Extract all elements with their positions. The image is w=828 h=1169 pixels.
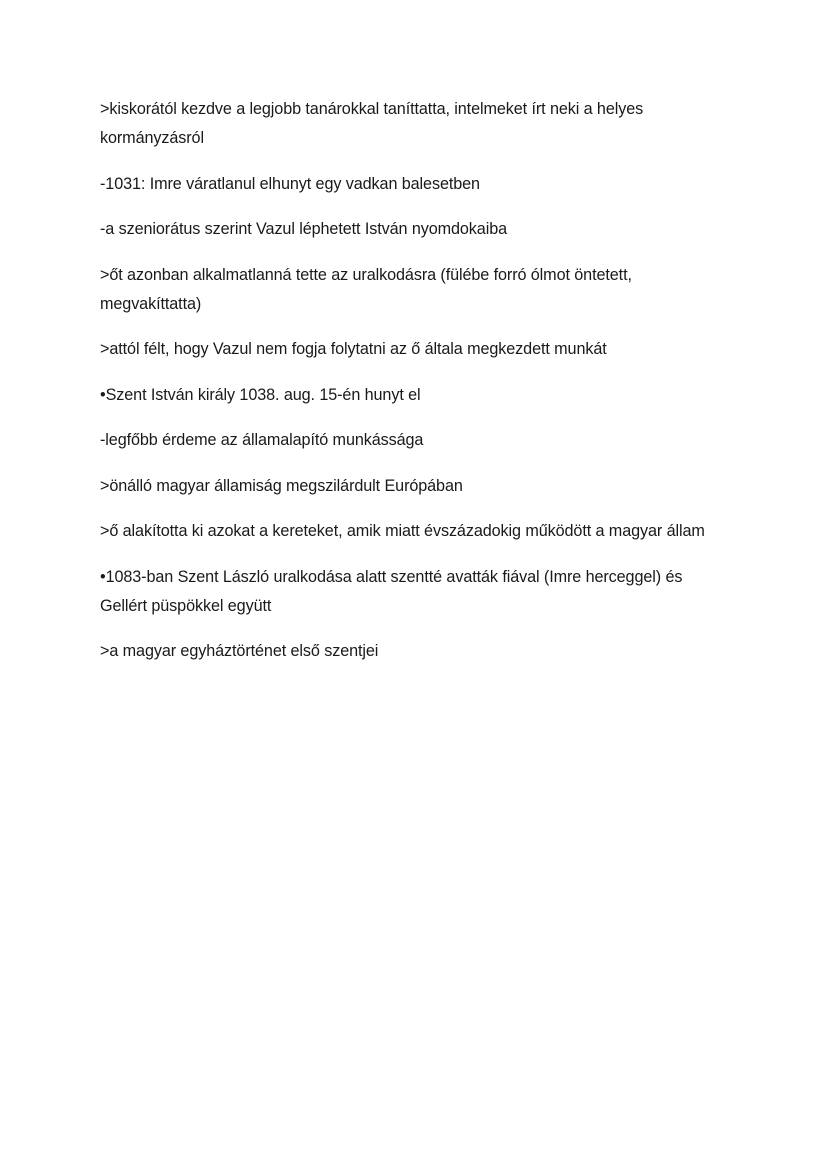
paragraph-canonization: •1083-ban Szent László uralkodása alatt szentté avatták fiával (Imre herceggel) és Gellért püspökkel együtt [100, 567, 683, 615]
paragraph-frameworks: >ő alakította ki azokat a kereteket, amik miatt évszázadokig működött a magyar állam [100, 522, 705, 540]
paragraph-main-merit: -legfőbb érdeme az államalapító munkássága [100, 431, 424, 449]
paragraph-istvan-death: •Szent István király 1038. aug. 15-én hunyt el [100, 385, 421, 404]
paragraph-vazul-blinded: >őt azonban alkalmatlanná tette az uralkodásra (fülébe forró ólmot öntetett, megvakíttatta) [100, 265, 632, 313]
paragraph-imre-death: -1031: Imre váratlanul elhunyt egy vadkan balesetben [100, 174, 480, 193]
paragraph-first-saints: >a magyar egyháztörténet első szentjei [100, 642, 379, 660]
paragraph-education: >kiskorától kezdve a legjobb tanárokkal taníttatta, intelmeket írt neki a helyes kormányzásról [100, 100, 644, 147]
paragraph-seniority: -a szeniorátus szerint Vazul léphetett István nyomdokaiba [100, 220, 508, 238]
document-page [100, 95, 720, 683]
paragraph-vazul-fear: >attól félt, hogy Vazul nem fogja folytatni az ő általa megkezdett munkát [100, 340, 607, 358]
paragraph-statehood: >önálló magyar államiság megszilárdult Európában [100, 476, 463, 495]
